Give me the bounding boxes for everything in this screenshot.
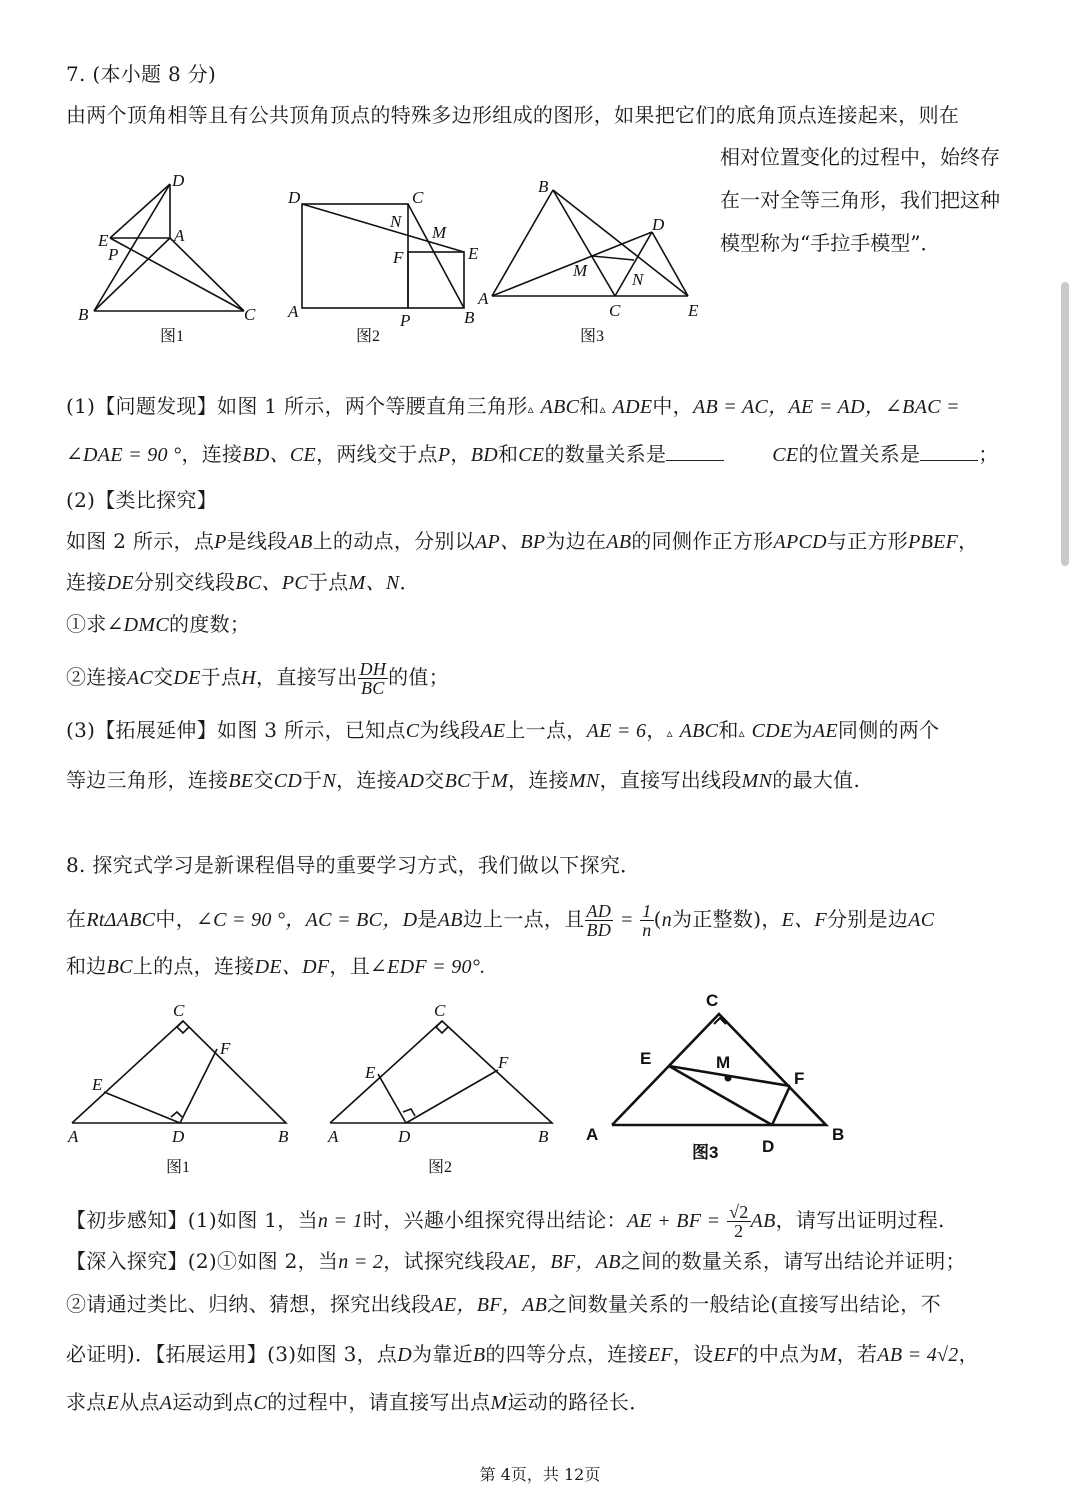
q7-fig2-label-a: A — [288, 302, 299, 321]
q7-figure-3 — [492, 190, 688, 296]
q8-figure-2 — [330, 1021, 552, 1123]
q7-fig2-label-c: C — [412, 188, 424, 207]
q8-fig1-label-a: A — [68, 1127, 79, 1146]
q8-fig2-label-a: A — [328, 1127, 339, 1146]
q7-fig3-label-a: A — [478, 289, 489, 308]
q7-figures — [60, 168, 710, 350]
q8-figures — [60, 986, 880, 1176]
q8-fig3-label-m: M — [716, 1053, 731, 1072]
q8-fig2-label-d: D — [398, 1127, 411, 1146]
q8-fig3-label-d: D — [762, 1137, 775, 1156]
q8-fig1-label-b: B — [278, 1127, 289, 1146]
q7-part2-question2: ②连接AC交DE于点H，直接写出 $\frac{DH}{BC}$ 的值； — [66, 659, 450, 698]
q8-fig3-label-f: F — [794, 1069, 805, 1088]
q8-fig2-label-c: C — [434, 1001, 446, 1020]
q7-figure-2 — [302, 204, 464, 308]
q7-fig3-label-d: D — [652, 215, 665, 234]
q7-fig3-caption: 图3 — [580, 328, 605, 345]
q7-part3-line2: 等边三角形，连接BE交CD于N，连接AD交BC于M，连接MN，直接写出线段MN的最大值. — [66, 768, 861, 792]
q7-fig3-label-b: B — [538, 177, 549, 196]
fraction-dh-bc: $\frac{DH}{BC}$ — [359, 659, 387, 698]
q8-fig1-label-e: E — [92, 1075, 103, 1094]
scrollbar-thumb[interactable] — [1061, 282, 1069, 566]
q7-fig2-label-p: P — [400, 311, 411, 330]
q8-line2: 和边BC上的点，连接DE、DF，且∠EDF = 90°. — [66, 954, 486, 978]
q7-part2-question1: ①求∠DMC的度数； — [66, 612, 251, 636]
q8-fig2-label-e: E — [365, 1063, 376, 1082]
q7-fig1-label-p: P — [108, 245, 119, 264]
q7-fig3-label-e: E — [688, 301, 699, 320]
q7-intro: 由两个顶角相等且有公共顶角顶点的特殊多边形组成的图形，如果把它们的底角顶点连接起来，则在 — [66, 103, 960, 127]
q7-fig1-label-a: A — [174, 226, 185, 245]
q8-step1: 【初步感知】(1)如图 1，当n = 1时，兴趣小组探究得出结论：AE + BF = $\frac{√2}{2}$ AB，请写出证明过程. — [66, 1202, 945, 1241]
q7-part1-line2: ∠DAE = 90 °，连接BD、CE，两线交于点P，BD和CE的数量关系是 CE的位置关系是 ； — [66, 442, 999, 466]
q7-fig1-label-d: D — [172, 171, 185, 190]
q8-fig1-label-d: D — [172, 1127, 185, 1146]
q7-fig2-label-b: B — [464, 308, 475, 327]
q8-fig2-label-b: B — [538, 1127, 549, 1146]
q7-fig1-label-c: C — [244, 305, 256, 324]
q8-fig2-caption: 图2 — [428, 1159, 453, 1176]
q7-fig2-label-f: F — [393, 248, 404, 267]
q7-part2-line2: 连接DE分别交线段BC、PC于点M、N． — [66, 570, 420, 594]
q7-part2-line1: 如图 2 所示，点P是线段AB上的动点，分别以AP、BP为边在AB的同侧作正方形APCD与正方形PBEF， — [66, 529, 979, 553]
q7-part1-line1: (1)【问题发现】如图 1 所示，两个等腰直角三角形▵ ABC和▵ ADE中，AB = AC，AE = AD，∠BAC = — [66, 394, 960, 418]
q7-part3-line1: (3)【拓展延伸】如图 3 所示，已知点C为线段AE上一点，AE = 6，▵ ABC和▵ CDE为AE同侧的两个 — [66, 718, 940, 742]
q8-fig2-label-f: F — [498, 1053, 509, 1072]
q8-step5: 求点E从点A运动到点C的过程中，请直接写出点M运动的路径长． — [66, 1390, 650, 1414]
q7-fig2-caption: 图2 — [356, 328, 381, 345]
q8-fig3-caption: 图3 — [692, 1143, 719, 1162]
q7-fig2-label-d: D — [288, 188, 301, 207]
q7-fig3-label-m: M — [573, 261, 588, 280]
q8-fig1-caption: 图1 — [166, 1159, 191, 1176]
q8-fig3-label-c: C — [706, 991, 719, 1010]
page-footer: 第 4页，共 12页 — [479, 1465, 601, 1484]
q8-fig3-midpoint — [725, 1075, 732, 1082]
q8-step3: ②请通过类比、归纳、猜想，探究出线段AE，BF，AB之间数量关系的一般结论(直接写出结论，不 — [66, 1292, 941, 1316]
q7-fig1-label-b: B — [78, 305, 89, 324]
q8-line1: 在RtΔABC中，∠C = 90 °，AC = BC，D是AB边上一点，且 $\frac{AD}{BD}$ = $\frac{1}{n}$ (n为正整数)，E、F分别是边AC — [66, 901, 935, 940]
q7-title: 7. (本小题 8 分) — [66, 62, 217, 86]
q7-figure-2-labels — [287, 188, 479, 345]
q7-fig2-label-n: N — [390, 212, 402, 231]
q7-side-text-1: 相对位置变化的过程中，始终存 — [720, 145, 1000, 169]
answer-blank-1[interactable] — [666, 442, 724, 461]
q8-fig3-label-b: B — [832, 1125, 845, 1144]
q7-side-text-3: 模型称为“手拉手模型”． — [720, 231, 941, 255]
fraction-sqrt2-over-2: $\frac{√2}{2}$ — [729, 1202, 749, 1241]
q7-side-text-2: 在一对全等三角形，我们把这种 — [720, 188, 1000, 212]
q7-figure-3-labels — [477, 177, 699, 345]
q8-figure-1 — [72, 1021, 286, 1123]
q8-title: 8. 探究式学习是新课程倡导的重要学习方式，我们做以下探究． — [66, 853, 641, 877]
q8-step4: 必证明)．【拓展运用】(3)如图 3，点D为靠近B的四等分点，连接EF，设EF的中点为M，若AB = 4√2， — [66, 1342, 979, 1366]
q8-fig1-label-c: C — [173, 1001, 185, 1020]
q8-step2: 【深入探究】(2)①如图 2，当n = 2，试探究线段AE，BF，AB之间的数量关系，请写出结论并证明； — [66, 1249, 966, 1273]
q8-fig1-label-f: F — [220, 1039, 231, 1058]
q7-part2-heading: (2)【类比探究】 — [66, 488, 218, 512]
q7-fig3-label-c: C — [609, 301, 621, 320]
q8-fig3-label-a: A — [586, 1125, 599, 1144]
q7-fig2-label-m: M — [432, 223, 447, 242]
q7-fig1-caption: 图1 — [160, 328, 185, 345]
q7-fig3-label-n: N — [632, 270, 644, 289]
fraction-1-n: $\frac{1}{n}$ — [642, 901, 652, 940]
answer-blank-2[interactable] — [920, 442, 978, 461]
q7-figure-1-labels — [78, 171, 256, 345]
fraction-ad-bd: $\frac{AD}{BD}$ — [586, 901, 612, 940]
q8-fig3-label-e: E — [640, 1049, 652, 1068]
q7-fig1-label-e: E — [98, 231, 109, 250]
q7-fig2-label-e: E — [468, 244, 479, 263]
